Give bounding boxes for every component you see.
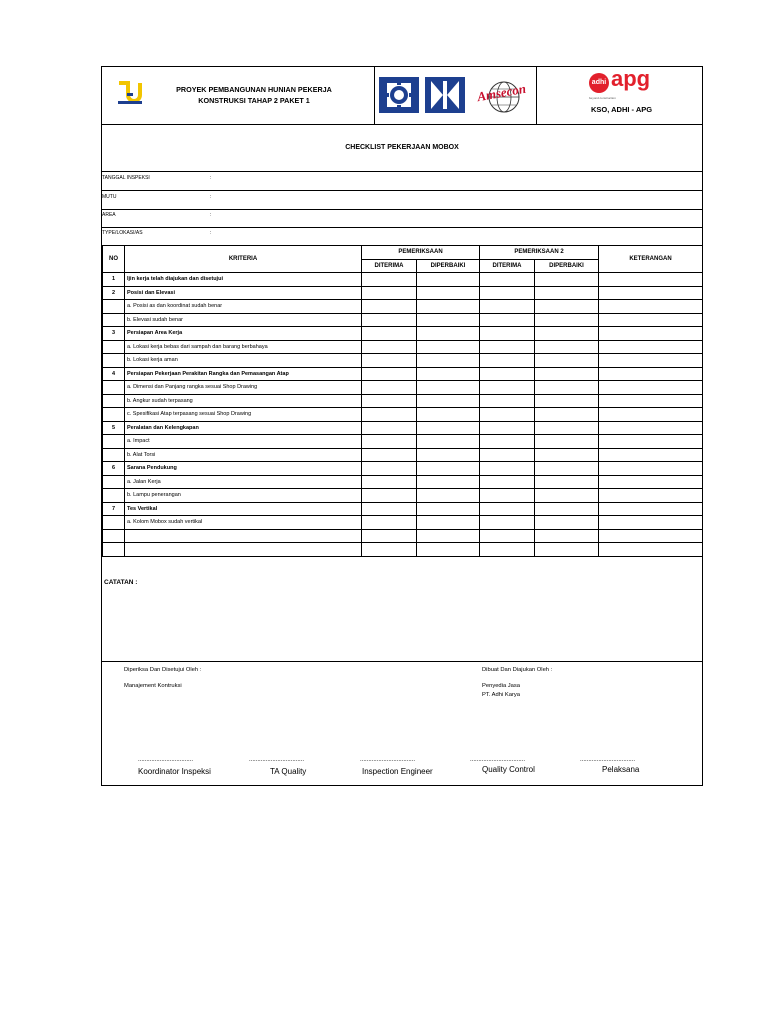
adhi-tagline: beyond construction xyxy=(589,96,616,100)
cell-diperbaiki[interactable] xyxy=(417,381,480,395)
info-label: MUTU xyxy=(102,194,117,200)
signature-line[interactable]: ................................. xyxy=(249,757,305,763)
info-row-mutu[interactable] xyxy=(102,191,702,210)
cell-diterima-2[interactable] xyxy=(480,489,535,503)
row-criteria: a. Jalan Kerja xyxy=(125,475,362,489)
cell-diperbaiki-2[interactable] xyxy=(535,448,599,462)
row-criteria: Sarana Pendukung xyxy=(125,462,362,476)
cell-diperbaiki-2[interactable] xyxy=(535,327,599,341)
cell-keterangan[interactable] xyxy=(599,489,703,503)
cell-diterima[interactable] xyxy=(362,354,417,368)
cell-diperbaiki-2[interactable] xyxy=(535,286,599,300)
cell-diperbaiki[interactable] xyxy=(417,300,480,314)
cell-diterima[interactable] xyxy=(362,408,417,422)
cell-diperbaiki-2[interactable] xyxy=(535,435,599,449)
row-criteria: a. Dimensi dan Panjang rangka sesuai Shop Drawing xyxy=(125,381,362,395)
apg-logo: apg xyxy=(611,66,651,91)
cell-diterima[interactable] xyxy=(362,300,417,314)
info-colon: : xyxy=(210,212,212,218)
checklist-table xyxy=(102,245,703,557)
cell-diterima[interactable] xyxy=(362,516,417,530)
cell-diperbaiki[interactable] xyxy=(417,462,480,476)
cell-diterima[interactable] xyxy=(362,529,417,543)
table-row xyxy=(103,475,703,489)
cell-diperbaiki[interactable] xyxy=(417,516,480,530)
row-number xyxy=(103,381,125,395)
cell-diterima-2[interactable] xyxy=(480,421,535,435)
cell-diterima-2[interactable] xyxy=(480,273,535,287)
cell-keterangan[interactable] xyxy=(599,543,703,557)
row-criteria: Persiapan Pekerjaan Perakitan Rangka dan Pemasangan Atap xyxy=(125,367,362,381)
cell-keterangan[interactable] xyxy=(599,286,703,300)
cell-diterima[interactable] xyxy=(362,367,417,381)
cell-diterima-2[interactable] xyxy=(480,502,535,516)
cell-keterangan[interactable] xyxy=(599,313,703,327)
cell-diperbaiki[interactable] xyxy=(417,327,480,341)
signoff-right-sub2: PT. Adhi Karya xyxy=(482,692,521,698)
signature-line[interactable]: ................................. xyxy=(580,757,636,763)
cell-diterima[interactable] xyxy=(362,286,417,300)
cell-diterima-2[interactable] xyxy=(480,340,535,354)
row-criteria: b. Alat Torsi xyxy=(125,448,362,462)
catatan-label: CATATAN : xyxy=(104,579,138,586)
cell-diperbaiki[interactable] xyxy=(417,286,480,300)
cell-diperbaiki[interactable] xyxy=(417,394,480,408)
row-number xyxy=(103,354,125,368)
cell-diperbaiki[interactable] xyxy=(417,502,480,516)
cell-diterima-2[interactable] xyxy=(480,381,535,395)
row-number: 2 xyxy=(103,286,125,300)
info-row-type-lokasi[interactable] xyxy=(102,227,702,245)
row-number xyxy=(103,408,125,422)
table-row xyxy=(103,516,703,530)
signature-line[interactable]: ................................. xyxy=(138,757,194,763)
table-row xyxy=(103,529,703,543)
row-number xyxy=(103,394,125,408)
signoff-left-sub: Manajement Kontruksi xyxy=(124,683,182,689)
cell-diperbaiki[interactable] xyxy=(417,408,480,422)
row-number xyxy=(103,448,125,462)
table-row xyxy=(103,367,703,381)
cell-diperbaiki[interactable] xyxy=(417,421,480,435)
contractor-logo-cell xyxy=(537,67,702,124)
amsecon-logo: Amsecon xyxy=(475,80,527,105)
table-row xyxy=(103,300,703,314)
table-row xyxy=(103,340,703,354)
signoff-right-heading: Dibuat Dan Diajukan Oleh : xyxy=(482,667,553,673)
project-title-line2: KONSTRUKSI TAHAP 2 PAKET 1 xyxy=(198,96,310,105)
table-row xyxy=(103,313,703,327)
cell-keterangan[interactable] xyxy=(599,502,703,516)
cell-diperbaiki[interactable] xyxy=(417,340,480,354)
row-number: 1 xyxy=(103,273,125,287)
cell-diterima-2[interactable] xyxy=(480,435,535,449)
cell-diterima-2[interactable] xyxy=(480,300,535,314)
role-ta-quality: TA Quality xyxy=(270,767,307,776)
row-criteria: a. Lokasi kerja bebas dari sampah dan barang berbahaya xyxy=(125,340,362,354)
arrow-logo-icon xyxy=(425,77,465,113)
pu-logo-icon xyxy=(116,79,144,109)
table-row xyxy=(103,489,703,503)
cell-keterangan[interactable] xyxy=(599,273,703,287)
cell-diterima-2[interactable] xyxy=(480,286,535,300)
adhi-logo-text: adhi xyxy=(591,79,607,86)
cell-diterima-2[interactable] xyxy=(480,475,535,489)
cell-diterima-2[interactable] xyxy=(480,529,535,543)
row-criteria: Persiapan Area Kerja xyxy=(125,327,362,341)
table-row xyxy=(103,435,703,449)
table-row xyxy=(103,286,703,300)
gear-logo-icon xyxy=(379,77,419,113)
cell-keterangan[interactable] xyxy=(599,462,703,476)
cell-diperbaiki-2[interactable] xyxy=(535,273,599,287)
cell-diterima[interactable] xyxy=(362,502,417,516)
cell-keterangan[interactable] xyxy=(599,516,703,530)
row-number xyxy=(103,435,125,449)
row-criteria: b. Lokasi kerja aman xyxy=(125,354,362,368)
cell-diterima[interactable] xyxy=(362,475,417,489)
role-quality-control: Quality Control xyxy=(482,765,535,774)
cell-diterima[interactable] xyxy=(362,313,417,327)
cell-diperbaiki-2[interactable] xyxy=(535,502,599,516)
row-number xyxy=(103,543,125,557)
info-label: TYPE/LOKASI/AS xyxy=(102,230,143,236)
signature-line[interactable]: ................................. xyxy=(470,757,526,763)
cell-diterima[interactable] xyxy=(362,489,417,503)
row-number: 4 xyxy=(103,367,125,381)
row-number: 5 xyxy=(103,421,125,435)
cell-keterangan[interactable] xyxy=(599,448,703,462)
form-title: CHECKLIST PEKERJAAN MOBOX xyxy=(102,125,702,172)
row-criteria xyxy=(125,529,362,543)
header-pemeriksaan: PEMERIKSAAN xyxy=(362,246,480,260)
cell-diperbaiki-2[interactable] xyxy=(535,340,599,354)
row-criteria: b. Angkur sudah terpasang xyxy=(125,394,362,408)
cell-keterangan[interactable] xyxy=(599,354,703,368)
row-number xyxy=(103,340,125,354)
row-number: 7 xyxy=(103,502,125,516)
project-title-line1: PROYEK PEMBANGUNAN HUNIAN PEKERJA xyxy=(176,85,332,94)
cell-diterima-2[interactable] xyxy=(480,543,535,557)
table-row xyxy=(103,462,703,476)
row-criteria: a. Kolom Mobox sudah vertikal xyxy=(125,516,362,530)
row-number xyxy=(103,529,125,543)
cell-diperbaiki[interactable] xyxy=(417,435,480,449)
cell-diterima[interactable] xyxy=(362,340,417,354)
header-keterangan: KETERANGAN xyxy=(599,246,703,273)
cell-diperbaiki-2[interactable] xyxy=(535,421,599,435)
table-row xyxy=(103,448,703,462)
header-diperbaiki: DIPERBAIKI xyxy=(417,259,480,273)
cell-keterangan[interactable] xyxy=(599,435,703,449)
cell-diperbaiki-2[interactable] xyxy=(535,529,599,543)
checklist-rows xyxy=(103,273,703,557)
row-number xyxy=(103,313,125,327)
cell-diterima[interactable] xyxy=(362,394,417,408)
row-number xyxy=(103,489,125,503)
header-no: NO xyxy=(103,246,125,273)
cell-diperbaiki[interactable] xyxy=(417,489,480,503)
cell-diterima[interactable] xyxy=(362,421,417,435)
header-diperbaiki-2: DIPERBAIKI xyxy=(535,259,599,273)
row-criteria: Tes Vertikal xyxy=(125,502,362,516)
cell-diperbaiki-2[interactable] xyxy=(535,381,599,395)
cell-diperbaiki[interactable] xyxy=(417,448,480,462)
table-row xyxy=(103,543,703,557)
table-row xyxy=(103,408,703,422)
info-row-area[interactable] xyxy=(102,209,702,228)
row-number: 3 xyxy=(103,327,125,341)
cell-keterangan[interactable] xyxy=(599,408,703,422)
row-number xyxy=(103,516,125,530)
cell-diperbaiki-2[interactable] xyxy=(535,367,599,381)
cell-diterima[interactable] xyxy=(362,448,417,462)
info-colon: : xyxy=(210,230,212,236)
info-colon: : xyxy=(210,194,212,200)
info-label: AREA xyxy=(102,212,116,218)
cell-diperbaiki-2[interactable] xyxy=(535,475,599,489)
table-row xyxy=(103,327,703,341)
cell-diperbaiki-2[interactable] xyxy=(535,543,599,557)
cell-diperbaiki[interactable] xyxy=(417,543,480,557)
table-row xyxy=(103,421,703,435)
cell-diterima-2[interactable] xyxy=(480,354,535,368)
form-header xyxy=(102,67,702,125)
role-koordinator-inspeksi: Koordinator Inspeksi xyxy=(138,767,211,776)
cell-diterima-2[interactable] xyxy=(480,394,535,408)
cell-keterangan[interactable] xyxy=(599,327,703,341)
role-pelaksana: Pelaksana xyxy=(602,765,640,774)
cell-diperbaiki-2[interactable] xyxy=(535,313,599,327)
cell-diperbaiki[interactable] xyxy=(417,367,480,381)
row-criteria: b. Lampu penerangan xyxy=(125,489,362,503)
cell-diterima-2[interactable] xyxy=(480,327,535,341)
cell-diterima-2[interactable] xyxy=(480,408,535,422)
row-number: 6 xyxy=(103,462,125,476)
cell-diperbaiki[interactable] xyxy=(417,354,480,368)
cell-diterima[interactable] xyxy=(362,381,417,395)
row-criteria: a. Posisi as dan koordinat sudah benar xyxy=(125,300,362,314)
table-row xyxy=(103,502,703,516)
cell-diterima-2[interactable] xyxy=(480,313,535,327)
cell-diperbaiki-2[interactable] xyxy=(535,354,599,368)
cell-diperbaiki-2[interactable] xyxy=(535,394,599,408)
cell-diperbaiki-2[interactable] xyxy=(535,408,599,422)
cell-diperbaiki-2[interactable] xyxy=(535,300,599,314)
cell-diterima[interactable] xyxy=(362,462,417,476)
header-kriteria: KRITERIA xyxy=(125,246,362,273)
cell-keterangan[interactable] xyxy=(599,421,703,435)
info-label: TANGGAL INSPEKSI xyxy=(102,175,150,181)
cell-diterima[interactable] xyxy=(362,327,417,341)
cell-diperbaiki[interactable] xyxy=(417,313,480,327)
cell-diterima[interactable] xyxy=(362,435,417,449)
project-title xyxy=(164,84,344,106)
row-criteria: Posisi dan Elevasi xyxy=(125,286,362,300)
cell-diperbaiki[interactable] xyxy=(417,475,480,489)
cell-diterima-2[interactable] xyxy=(480,367,535,381)
header-diterima: DITERIMA xyxy=(362,259,417,273)
info-colon: : xyxy=(210,175,212,181)
row-criteria: Peralatan dan Kelengkapan xyxy=(125,421,362,435)
cell-diterima-2[interactable] xyxy=(480,448,535,462)
row-criteria: a. Impact xyxy=(125,435,362,449)
cell-diterima-2[interactable] xyxy=(480,462,535,476)
adhi-logo xyxy=(589,73,609,93)
cell-diterima-2[interactable] xyxy=(480,516,535,530)
row-number xyxy=(103,475,125,489)
cell-keterangan[interactable] xyxy=(599,529,703,543)
cell-keterangan[interactable] xyxy=(599,394,703,408)
checklist-sheet xyxy=(101,66,703,786)
signature-line[interactable]: ................................. xyxy=(360,757,416,763)
cell-diterima[interactable] xyxy=(362,543,417,557)
cell-diperbaiki-2[interactable] xyxy=(535,489,599,503)
kso-label: KSO, ADHI - APG xyxy=(591,105,653,114)
info-row-tanggal[interactable] xyxy=(102,172,702,191)
table-row xyxy=(103,381,703,395)
signoff-left-heading: Diperiksa Dan Disetujui Oleh : xyxy=(124,667,202,673)
row-criteria: c. Spesifikasi Atap terpasang sesuai Shop Drawing xyxy=(125,408,362,422)
cell-diperbaiki-2[interactable] xyxy=(535,462,599,476)
signoff-right-sub1: Penyedia Jasa xyxy=(482,683,521,689)
consultant-logos-cell xyxy=(375,67,537,124)
role-inspection-engineer: Inspection Engineer xyxy=(362,767,433,776)
table-row xyxy=(103,394,703,408)
cell-keterangan[interactable] xyxy=(599,300,703,314)
project-title-cell xyxy=(102,67,375,124)
cell-diterima[interactable] xyxy=(362,273,417,287)
row-criteria: b. Elevasi sudah benar xyxy=(125,313,362,327)
header-diterima-2: DITERIMA xyxy=(480,259,535,273)
table-row xyxy=(103,354,703,368)
cell-keterangan[interactable] xyxy=(599,381,703,395)
cell-keterangan[interactable] xyxy=(599,340,703,354)
cell-keterangan[interactable] xyxy=(599,475,703,489)
table-row xyxy=(103,273,703,287)
cell-diperbaiki-2[interactable] xyxy=(535,516,599,530)
cell-diperbaiki[interactable] xyxy=(417,273,480,287)
row-criteria xyxy=(125,543,362,557)
row-number xyxy=(103,300,125,314)
row-criteria: Ijin kerja telah diajukan dan disetujui xyxy=(125,273,362,287)
cell-keterangan[interactable] xyxy=(599,367,703,381)
header-pemeriksaan-2: PEMERIKSAAN 2 xyxy=(480,246,599,260)
cell-diperbaiki[interactable] xyxy=(417,529,480,543)
